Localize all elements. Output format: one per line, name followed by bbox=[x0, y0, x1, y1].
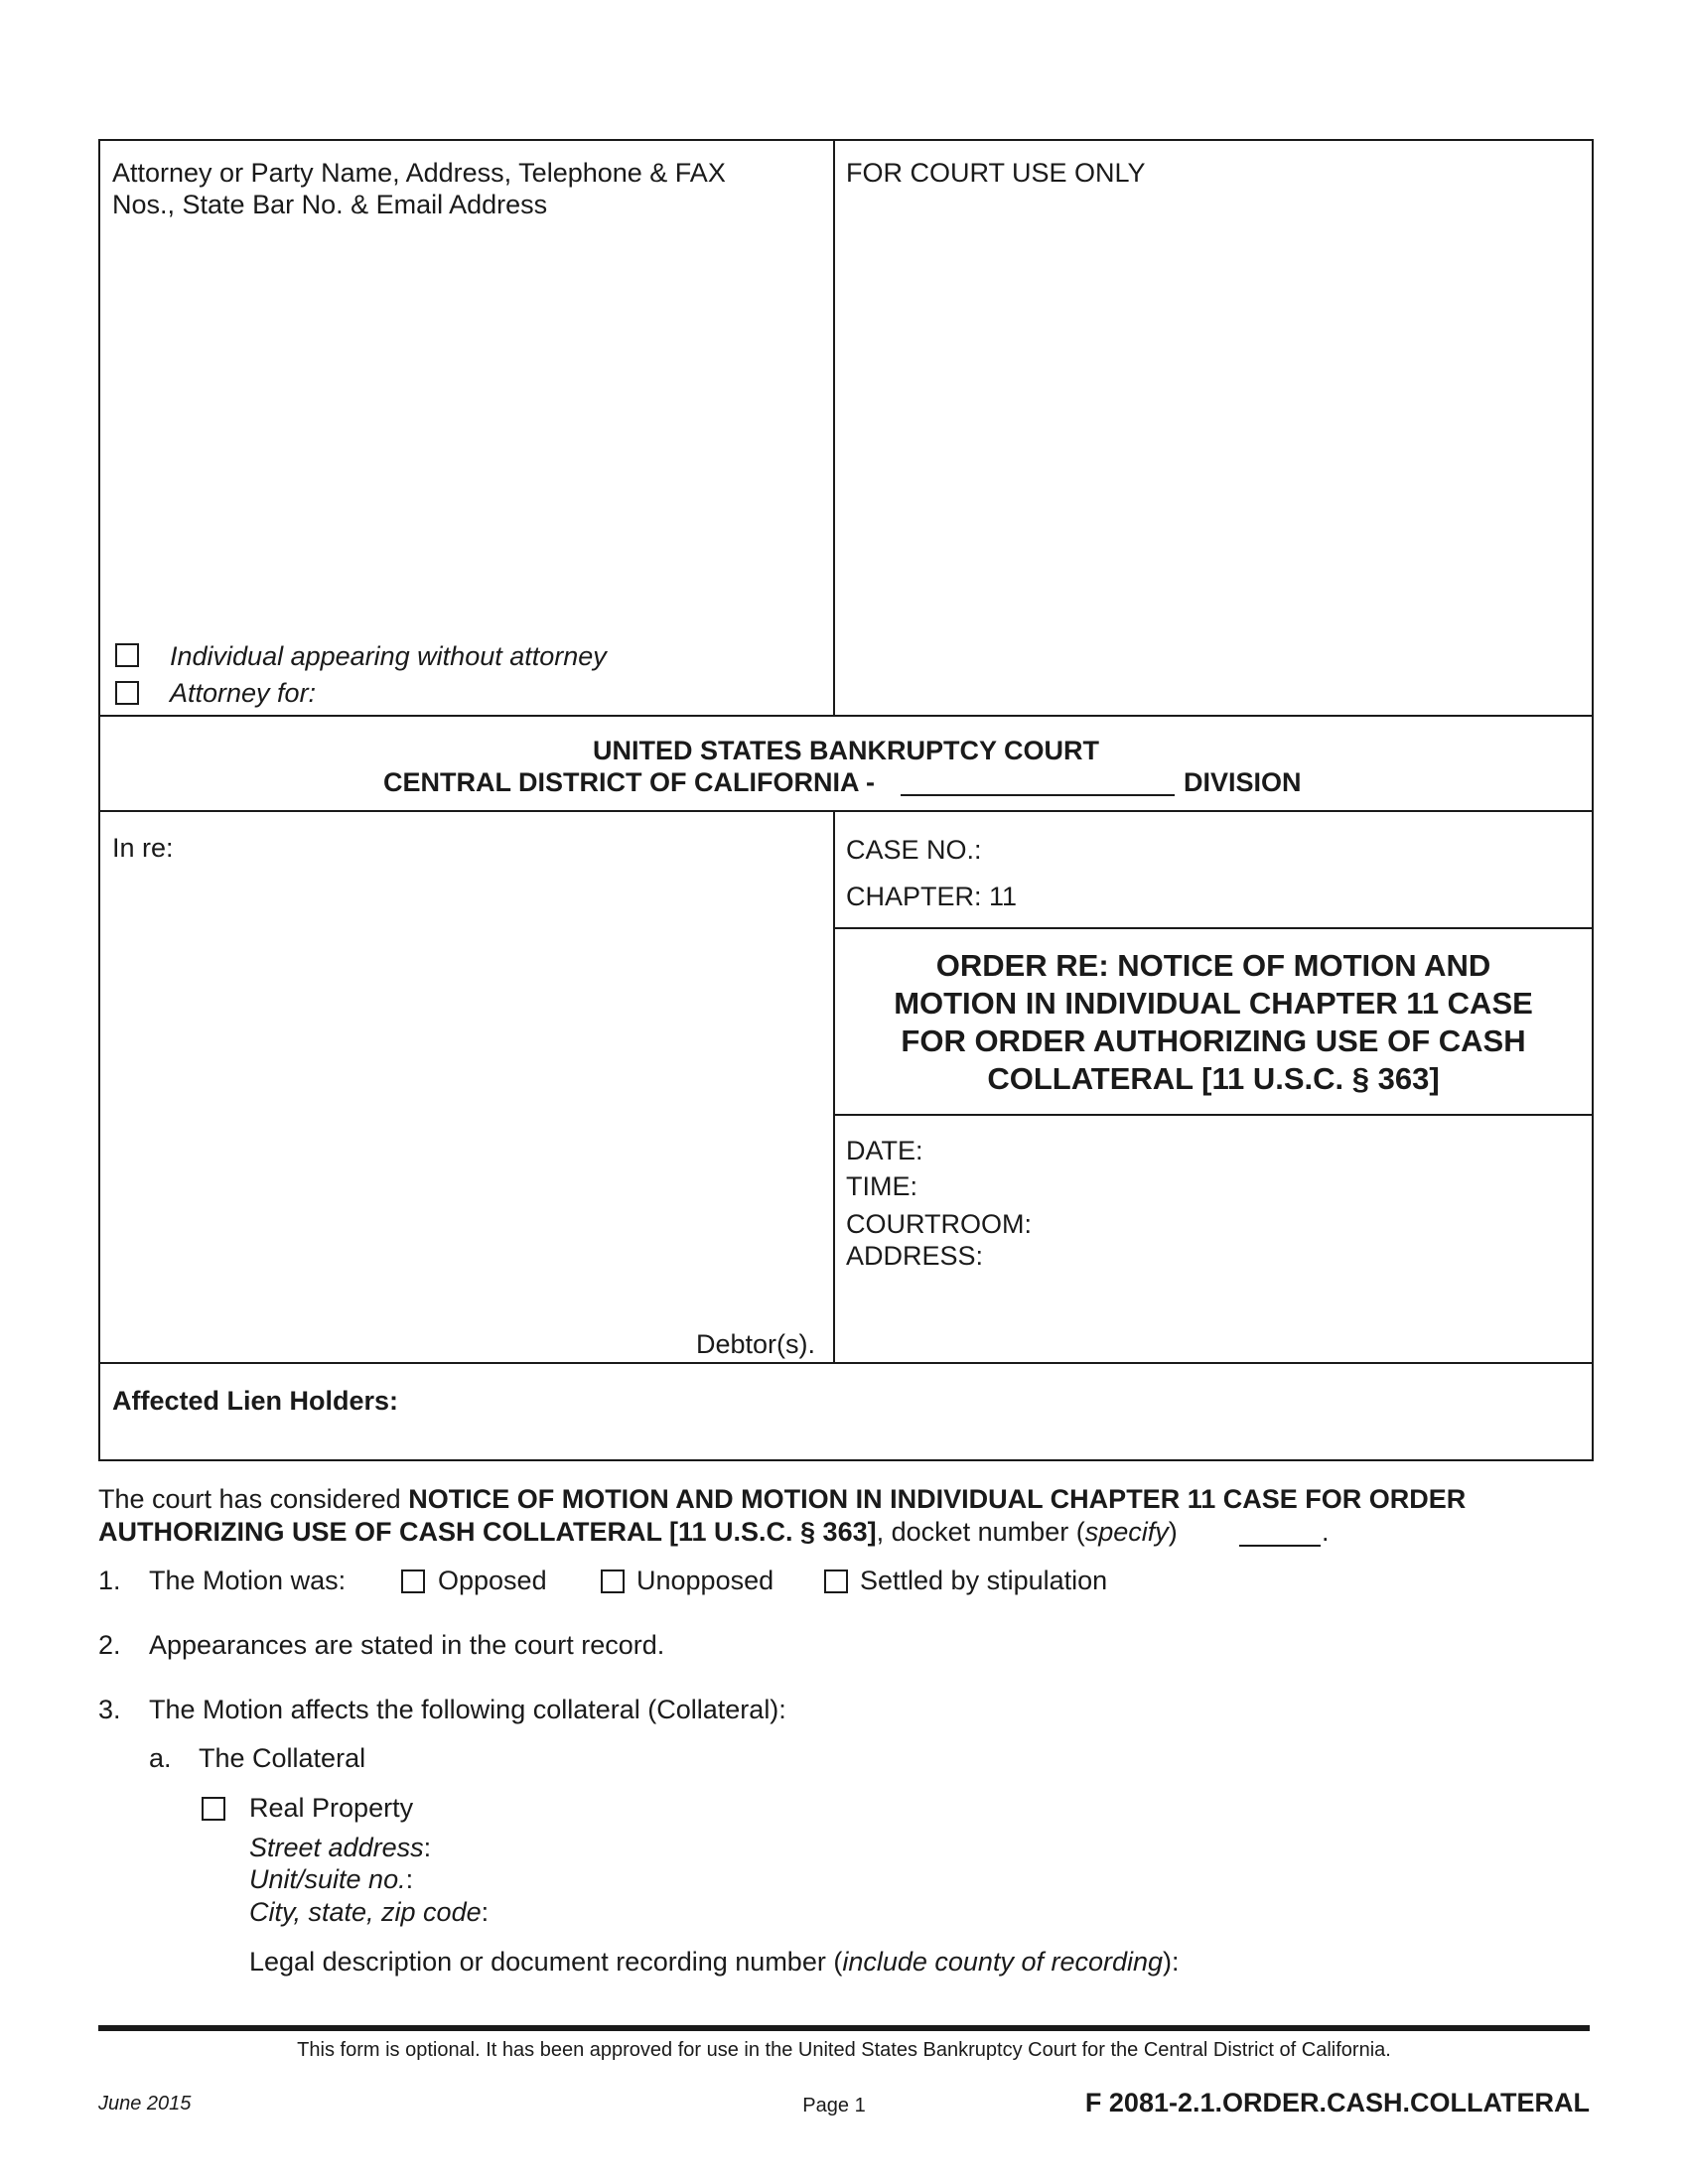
time-label: TIME: bbox=[846, 1171, 917, 1201]
court-use-box bbox=[833, 139, 1594, 721]
in-re-label: In re: bbox=[112, 833, 174, 863]
attorney-info-box bbox=[98, 139, 839, 721]
intro-bold-line2: AUTHORIZING USE OF CASH COLLATERAL [11 U.S.C. § 363] bbox=[98, 1517, 877, 1547]
date-label: DATE: bbox=[846, 1136, 923, 1165]
court-use-label: FOR COURT USE ONLY bbox=[846, 158, 1146, 188]
settled-by-stipulation-checkbox[interactable] bbox=[824, 1570, 848, 1593]
order-title-line4: COLLATERAL [11 U.S.C. § 363] bbox=[987, 1061, 1440, 1096]
lien-holders-label: Affected Lien Holders: bbox=[112, 1386, 399, 1416]
attorney-for-checkbox[interactable] bbox=[115, 681, 139, 705]
legal-description-line bbox=[249, 1946, 1180, 1979]
opposed-label: Opposed bbox=[438, 1566, 547, 1595]
street-address-line bbox=[249, 1832, 431, 1864]
individual-without-attorney-checkbox[interactable] bbox=[115, 643, 139, 667]
city-state-zip-line bbox=[249, 1896, 489, 1929]
intro-prefix: The court has considered bbox=[98, 1484, 401, 1514]
real-property-checkbox[interactable] bbox=[202, 1797, 225, 1821]
settled-by-stipulation-label: Settled by stipulation bbox=[860, 1566, 1108, 1595]
item1-number: 1. bbox=[98, 1566, 121, 1595]
chapter-label: CHAPTER: 11 bbox=[846, 882, 1018, 911]
item3a-number: a. bbox=[149, 1743, 172, 1773]
item2-number: 2. bbox=[98, 1630, 121, 1660]
court-name-line1: UNITED STATES BANKRUPTCY COURT bbox=[592, 736, 1099, 765]
order-title-line2: MOTION IN INDIVIDUAL CHAPTER 11 CASE bbox=[894, 986, 1533, 1021]
in-re-box bbox=[98, 810, 839, 1368]
footer-form-number: F 2081-2.1.ORDER.CASH.COLLATERAL bbox=[1084, 2088, 1590, 2117]
attorney-label-line2: Nos., State Bar No. & Email Address bbox=[112, 190, 548, 219]
division-blank-line[interactable] bbox=[901, 794, 1175, 796]
unit-suite-colon: : bbox=[405, 1864, 414, 1894]
court-name-line2-prefix: CENTRAL DISTRICT OF CALIFORNIA - bbox=[383, 767, 875, 797]
intro-end-period: . bbox=[1322, 1517, 1330, 1547]
intro-close: ) bbox=[1168, 1517, 1178, 1547]
attorney-label-line1: Attorney or Party Name, Address, Telephone & FAX bbox=[112, 158, 726, 188]
intro-specify: specify bbox=[1084, 1517, 1169, 1547]
legal-desc-italic: include county of recording bbox=[842, 1947, 1164, 1977]
footer-rule bbox=[98, 2025, 1590, 2031]
street-address-label: Street address bbox=[249, 1833, 424, 1862]
unopposed-checkbox[interactable] bbox=[601, 1570, 625, 1593]
intro-docket: , docket number ( bbox=[876, 1517, 1085, 1547]
attorney-for-label: Attorney for: bbox=[170, 678, 317, 708]
individual-without-attorney-label: Individual appearing without attorney bbox=[170, 641, 607, 671]
unopposed-label: Unopposed bbox=[636, 1566, 774, 1595]
order-title-line1: ORDER RE: NOTICE OF MOTION AND bbox=[935, 948, 1491, 983]
courtroom-label: COURTROOM: bbox=[846, 1209, 1032, 1239]
item3-text: The Motion affects the following collateral (Collateral): bbox=[149, 1695, 786, 1724]
intro-bold-line1: NOTICE OF MOTION AND MOTION IN INDIVIDUAL CHAPTER 11 CASE FOR ORDER bbox=[408, 1484, 1467, 1514]
street-address-colon: : bbox=[423, 1833, 432, 1862]
item2-text: Appearances are stated in the court record. bbox=[149, 1630, 665, 1660]
unit-suite-label: Unit/suite no. bbox=[249, 1864, 406, 1894]
city-state-zip-colon: : bbox=[481, 1897, 490, 1927]
case-number-box bbox=[833, 810, 1594, 933]
address-label: ADDRESS: bbox=[846, 1241, 984, 1271]
intro-paragraph-line1 bbox=[98, 1483, 1466, 1516]
opposed-checkbox[interactable] bbox=[401, 1570, 425, 1593]
order-title-line3: FOR ORDER AUTHORIZING USE OF CASH bbox=[901, 1024, 1526, 1058]
legal-desc-prefix: Legal description or document recording number ( bbox=[249, 1947, 843, 1977]
footer-date: June 2015 bbox=[98, 2093, 192, 2115]
footer-page: Page 1 bbox=[802, 2095, 866, 2116]
docket-number-blank[interactable] bbox=[1239, 1545, 1321, 1547]
real-property-label: Real Property bbox=[249, 1793, 414, 1823]
court-name-line2-suffix: DIVISION bbox=[1184, 767, 1302, 797]
debtors-label: Debtor(s). bbox=[696, 1329, 816, 1359]
case-no-label: CASE NO.: bbox=[846, 835, 982, 865]
item3a-text: The Collateral bbox=[199, 1743, 366, 1773]
item3-number: 3. bbox=[98, 1695, 121, 1724]
intro-paragraph-line2 bbox=[98, 1516, 1178, 1549]
optional-notice: This form is optional. It has been approved for use in the United States Bankruptcy Court for the Central District of California. bbox=[297, 2039, 1391, 2061]
unit-suite-line bbox=[249, 1863, 413, 1896]
city-state-zip-label: City, state, zip code bbox=[249, 1897, 482, 1927]
item1-text: The Motion was: bbox=[149, 1566, 347, 1595]
legal-desc-suffix: ): bbox=[1163, 1947, 1180, 1977]
